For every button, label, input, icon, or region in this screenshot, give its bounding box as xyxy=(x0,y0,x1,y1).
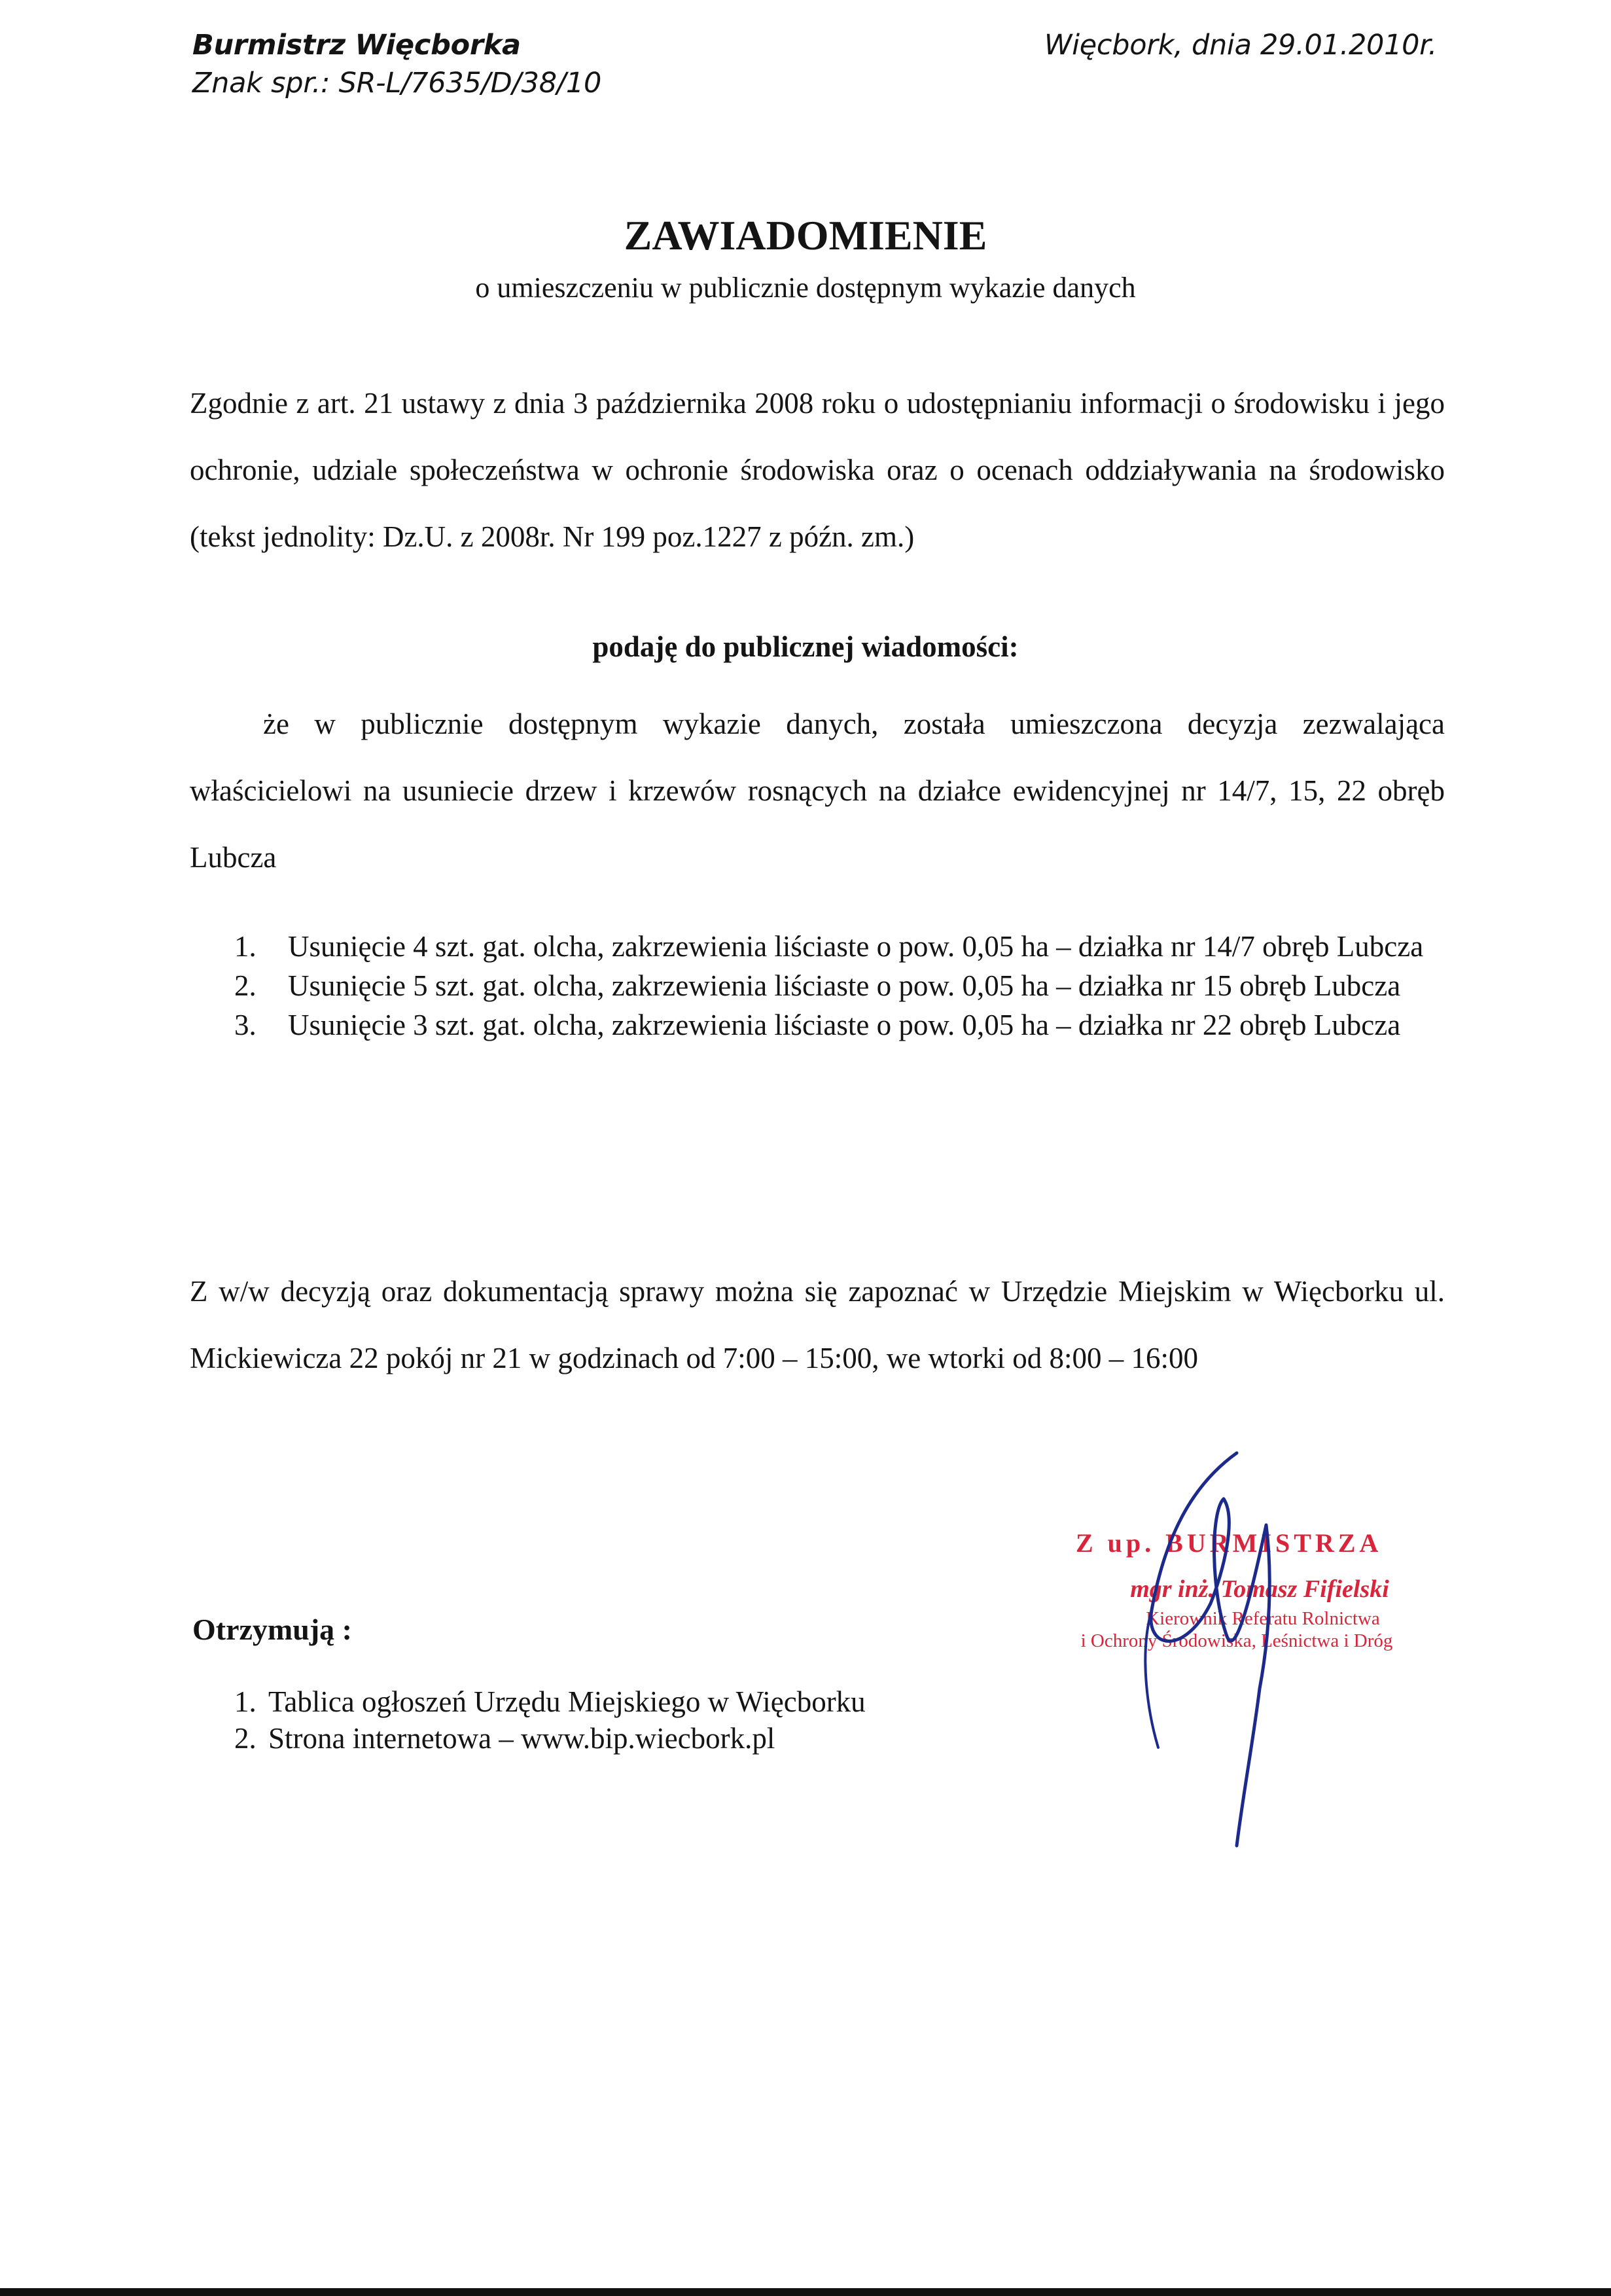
handwritten-signature xyxy=(1112,1440,1387,1859)
document-title: ZAWIADOMIENIE xyxy=(624,212,987,259)
issuer-name: Burmistrz Więcborka xyxy=(192,29,521,62)
decision-paragraph: że w publicznie dostępnym wykazie danych, została umieszczona decyzja zezwalająca właścicielowi na usuniecie drzew i krzewów rosnących na działce ewidencyjnej nr 14/7, 15, 22 obręb Lubcza xyxy=(190,708,1445,874)
list-item xyxy=(234,1007,1445,1043)
document-subtitle: o umieszczeniu w publicznie dostępnym wykazie danych xyxy=(475,272,1136,304)
stamp-line-name: mgr inż. Tomasz Fifielski xyxy=(1130,1575,1389,1603)
stamp-line-department: i Ochrony Środowiska, Leśnictwa i Dróg xyxy=(1080,1630,1393,1651)
list-item-text: Tablica ogłoszeń Urzędu Miejskiego w Więcborku xyxy=(268,1685,866,1718)
list-item xyxy=(234,1720,866,1757)
scan-edge-line xyxy=(0,2288,1611,2296)
public-notice-heading: podaję do publicznej wiadomości: xyxy=(592,630,1019,663)
list-item-number: 2. xyxy=(234,969,257,1002)
stamp-line-authority: Z up. BURMISTRZA xyxy=(1076,1528,1383,1558)
list-item-number: 1. xyxy=(234,930,257,963)
signature-stroke xyxy=(1151,1453,1269,1846)
list-item xyxy=(234,967,1445,1004)
list-item-text: Usunięcie 5 szt. gat. olcha, zakrzewienia liściaste o pow. 0,05 ha – działka nr 15 obręb Lubcza xyxy=(288,969,1401,1002)
list-item xyxy=(234,928,1445,965)
document-header-left xyxy=(192,26,601,102)
list-item-text: Strona internetowa – www.bip.wiecbork.pl xyxy=(268,1722,775,1755)
list-item-text: Usunięcie 4 szt. gat. olcha, zakrzewienia liściaste o pow. 0,05 ha – działka nr 14/7 obręb Lubcza xyxy=(288,930,1424,963)
removal-items-list xyxy=(234,928,1445,1046)
stamp-line-position: Kierownik Referatu Rolnictwa xyxy=(1146,1608,1380,1629)
recipients-heading: Otrzymują : xyxy=(192,1613,352,1646)
list-item-number: 1. xyxy=(234,1685,257,1718)
case-reference: Znak spr.: SR-L/7635/D/38/10 xyxy=(192,67,602,99)
recipients-list xyxy=(234,1683,866,1757)
legal-basis-paragraph: Zgodnie z art. 21 ustawy z dnia 3 października 2008 roku o udostępnianiu informacji o środowisku i jego ochronie, udziale społeczeństwa w ochronie środowiska oraz o ocenach oddziaływania na środowisko (tekst jednolity: Dz.U. z 2008r. Nr 199 poz.1227 z późn. zm.) xyxy=(190,387,1445,553)
list-item xyxy=(234,1683,866,1720)
list-item-number: 2. xyxy=(234,1722,257,1755)
closing-paragraph: Z w/w decyzją oraz dokumentacją sprawy można się zapoznać w Urzędzie Miejskim w Więcborku ul. Mickiewicza 22 pokój nr 21 w godzinach od 7:00 – 15:00, we wtorki od 8:00 – 16:00 xyxy=(190,1275,1445,1374)
place-and-date: Więcbork, dnia 29.01.2010r. xyxy=(1044,29,1437,62)
list-item-number: 3. xyxy=(234,1009,257,1041)
list-item-text: Usunięcie 3 szt. gat. olcha, zakrzewienia liściaste o pow. 0,05 ha – działka nr 22 obręb Lubcza xyxy=(288,1009,1401,1041)
